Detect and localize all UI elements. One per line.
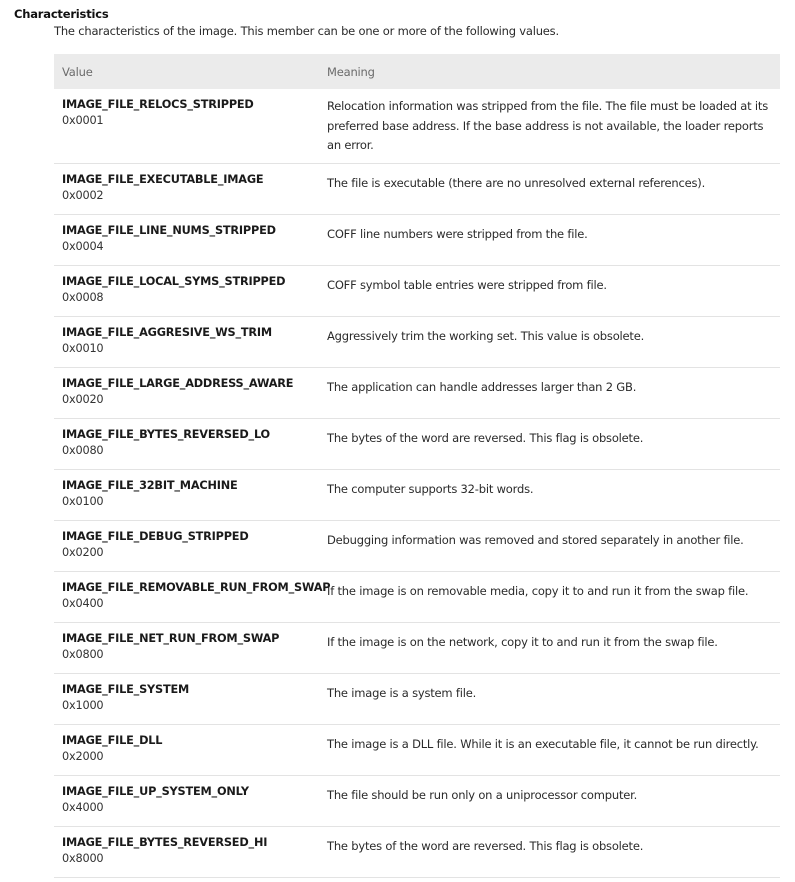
flag-name: IMAGE_FILE_BYTES_REVERSED_HI xyxy=(62,835,268,849)
meaning-cell: If the image is on removable media, copy it to and run it from the swap file. xyxy=(319,571,780,622)
value-cell xyxy=(54,724,319,775)
table-row xyxy=(54,214,780,265)
table-row xyxy=(54,622,780,673)
flag-hex: 0x0080 xyxy=(62,443,104,457)
flag-hex: 0x0800 xyxy=(62,647,104,661)
value-cell xyxy=(54,214,319,265)
flag-name: IMAGE_FILE_RELOCS_STRIPPED xyxy=(62,98,254,111)
meaning-cell: Relocation information was stripped from the file. The file must be loaded at its preferred base address. If the base address is not available, the loader reports an error. xyxy=(319,89,780,163)
flag-name: IMAGE_FILE_EXECUTABLE_IMAGE xyxy=(62,172,264,186)
flag-name: IMAGE_FILE_LINE_NUMS_STRIPPED xyxy=(62,223,276,237)
value-cell xyxy=(54,418,319,469)
flag-hex: 0x0100 xyxy=(62,494,104,508)
flag-hex: 0x0200 xyxy=(62,545,104,559)
value-cell xyxy=(54,367,319,418)
meaning-cell: The computer supports 32-bit words. xyxy=(319,469,780,520)
table-row xyxy=(54,367,780,418)
meaning-cell: The image is a DLL file. While it is an executable file, it cannot be run directly. xyxy=(319,724,780,775)
value-cell xyxy=(54,775,319,826)
flag-hex: 0x0010 xyxy=(62,341,104,355)
flag-hex: 0x0008 xyxy=(62,290,104,304)
table-row xyxy=(54,469,780,520)
value-cell xyxy=(54,622,319,673)
flag-hex: 0x0001 xyxy=(62,114,104,127)
value-cell xyxy=(54,826,319,877)
flag-hex: 0x8000 xyxy=(62,851,104,865)
table-row xyxy=(54,316,780,367)
meaning-cell: Aggressively trim the working set. This value is obsolete. xyxy=(319,316,780,367)
value-cell xyxy=(54,571,331,622)
flag-name: IMAGE_FILE_BYTES_REVERSED_LO xyxy=(62,427,270,441)
table-row xyxy=(54,265,780,316)
table-row xyxy=(54,724,780,775)
flag-name: IMAGE_FILE_SYSTEM xyxy=(62,682,190,696)
value-cell xyxy=(54,163,319,214)
header-meaning: Meaning xyxy=(319,54,780,89)
table-row xyxy=(54,775,780,826)
table-row xyxy=(54,673,780,724)
flag-hex: 0x0400 xyxy=(62,596,104,610)
flag-name: IMAGE_FILE_DLL xyxy=(62,733,163,747)
flag-name: IMAGE_FILE_LARGE_ADDRESS_AWARE xyxy=(62,376,294,390)
flag-name: IMAGE_FILE_UP_SYSTEM_ONLY xyxy=(62,784,249,798)
meaning-cell: The image is a system file. xyxy=(319,673,780,724)
meaning-cell: The file is executable (there are no unresolved external references). xyxy=(319,163,780,214)
flag-hex: 0x1000 xyxy=(62,698,104,712)
table-row xyxy=(54,826,780,877)
characteristics-table xyxy=(54,54,780,878)
table-row xyxy=(54,520,780,571)
table-header-row xyxy=(54,54,780,89)
meaning-cell: The bytes of the word are reversed. This flag is obsolete. xyxy=(319,826,780,877)
value-cell xyxy=(54,673,319,724)
value-cell xyxy=(54,469,319,520)
flag-name: IMAGE_FILE_32BIT_MACHINE xyxy=(62,478,238,492)
meaning-cell: COFF line numbers were stripped from the file. xyxy=(319,214,780,265)
flag-name: IMAGE_FILE_NET_RUN_FROM_SWAP xyxy=(62,631,280,645)
meaning-cell: Debugging information was removed and stored separately in another file. xyxy=(319,520,780,571)
flag-name: IMAGE_FILE_AGGRESIVE_WS_TRIM xyxy=(62,325,272,339)
table-row xyxy=(54,571,780,622)
flag-name: IMAGE_FILE_REMOVABLE_RUN_FROM_SWAP xyxy=(62,580,331,594)
flag-hex: 0x0004 xyxy=(62,239,104,253)
table-row xyxy=(54,418,780,469)
meaning-cell: The file should be run only on a uniprocessor computer. xyxy=(319,775,780,826)
flag-name: IMAGE_FILE_DEBUG_STRIPPED xyxy=(62,529,249,543)
value-cell xyxy=(54,520,319,571)
flag-hex: 0x0020 xyxy=(62,392,104,406)
section-description: The characteristics of the image. This member can be one or more of the following values. xyxy=(54,24,559,38)
table-row xyxy=(54,89,780,163)
section-term: Characteristics xyxy=(14,7,109,21)
meaning-cell: If the image is on the network, copy it to and run it from the swap file. xyxy=(319,622,780,673)
header-value: Value xyxy=(54,54,319,89)
flag-name: IMAGE_FILE_LOCAL_SYMS_STRIPPED xyxy=(62,274,286,288)
meaning-cell: The bytes of the word are reversed. This flag is obsolete. xyxy=(319,418,780,469)
flag-hex: 0x2000 xyxy=(62,749,104,763)
value-cell xyxy=(54,265,319,316)
value-cell xyxy=(54,316,319,367)
value-cell xyxy=(54,89,319,163)
flag-hex: 0x4000 xyxy=(62,800,104,814)
table-row xyxy=(54,163,780,214)
meaning-cell: COFF symbol table entries were stripped from file. xyxy=(319,265,780,316)
meaning-cell: The application can handle addresses larger than 2 GB. xyxy=(319,367,780,418)
flag-hex: 0x0002 xyxy=(62,188,104,202)
